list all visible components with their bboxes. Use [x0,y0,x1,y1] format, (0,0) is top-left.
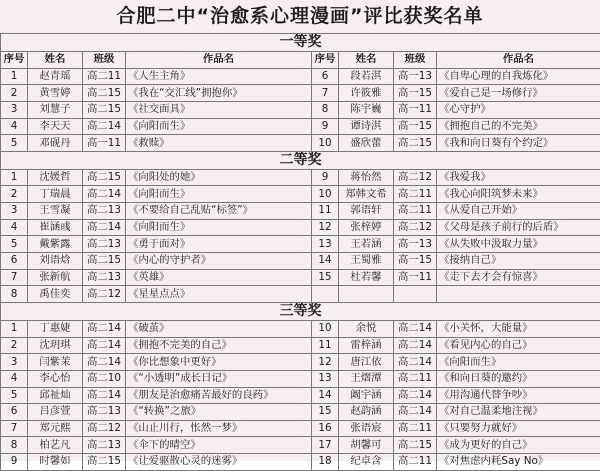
student-name: 沈玥琪 [28,337,83,354]
work-title: 《父母是孩子前行的后盾》 [437,219,600,236]
class-name: 高二15 [83,85,126,102]
column-header-row [1,52,600,69]
class-name: 高二10 [83,370,126,387]
table-row [1,203,600,220]
class-name: 高二14 [394,337,437,354]
class-name: 高一11 [83,135,126,152]
award-no: 13 [312,236,339,253]
student-name: 赵韵涵 [339,404,394,421]
work-title: 《爱自己是一场修行》 [437,85,600,102]
work-title: 《从失败中汲取力量》 [437,236,600,253]
award-no: 10 [312,135,339,152]
student-name: 崔涵彧 [28,219,83,236]
award-no: 2 [1,186,28,203]
class-name: 高二12 [394,169,437,186]
student-name: 雷梓涵 [339,337,394,354]
class-name: 高二11 [394,370,437,387]
student-name: 纪卓含 [339,454,394,471]
class-name: 高二14 [83,337,126,354]
class-name: 高一13 [394,236,437,253]
table-row [1,169,600,186]
student-name: 丁惠婕 [28,320,83,337]
work-title: 《不要给自己乱贴“标签”》 [126,203,312,220]
work-title: 《成为更好的自己》 [437,437,600,454]
class-name: 高一15 [394,118,437,135]
class-name: 高二13 [83,236,126,253]
student-name: 张语宸 [339,420,394,437]
class-name: 高二14 [394,387,437,404]
work-title: 《小关怀，大能量》 [437,320,600,337]
table-row [1,354,600,371]
student-name: 杜若馨 [339,269,394,286]
work-title: 《走下去才会有惊喜》 [437,269,600,286]
class-name: 高二14 [394,404,437,421]
award-no: 9 [312,169,339,186]
header-name: 姓名 [28,52,83,69]
work-title: 《向阳而生》 [126,219,312,236]
table-row [1,286,600,303]
award-no: 4 [1,118,28,135]
class-name: 高一13 [394,68,437,85]
work-title: 《我爱我》 [437,169,600,186]
class-name: 高二14 [83,118,126,135]
student-name: 段若淇 [339,68,394,85]
award-no: 13 [312,370,339,387]
work-title: 《破茧》 [126,320,312,337]
class-name: 高二14 [83,387,126,404]
class-name: 高二14 [83,186,126,203]
header-no: 序号 [1,52,28,69]
student-name: 邱祉灿 [28,387,83,404]
table-row [1,269,600,286]
student-name: 郑元熙 [28,420,83,437]
page-title: 合肥二中“治愈系心理漫画”评比获奖名单 [0,0,600,33]
work-title: 《朋友是治愈痛苦最好的良药》 [126,387,312,404]
work-title: 《星星点点》 [126,286,312,303]
student-name: 王蜀雅 [339,253,394,270]
work-title: 《山止川行，怅然一梦》 [126,420,312,437]
work-title: 《社交面具》 [126,101,312,118]
table-row [1,85,600,102]
award-no: 4 [1,219,28,236]
student-name: 唐江依 [339,354,394,371]
award-no: 12 [312,354,339,371]
table-row [1,387,600,404]
award-no: 14 [312,387,339,404]
work-title: 《对焦虑内耗Say No》 [437,454,600,471]
student-name: 刘慧子 [28,101,83,118]
class-name: 高二15 [394,437,437,454]
class-name: 高二15 [83,253,126,270]
student-name: 邓砚丹 [28,135,83,152]
award-no: 17 [312,437,339,454]
table-row [1,404,600,421]
student-name: 张新航 [28,269,83,286]
student-name: 丁瑞晨 [28,186,83,203]
section-title: 一等奖 [1,34,600,52]
award-table [0,33,600,471]
award-no [312,286,339,303]
award-no: 2 [1,85,28,102]
award-no: 2 [1,337,28,354]
award-no: 6 [312,68,339,85]
student-name: 黄雪婷 [28,85,83,102]
student-name: 吕彦萱 [28,404,83,421]
award-no: 12 [312,219,339,236]
class-name: 高二11 [83,68,126,85]
student-name: 李心怡 [28,370,83,387]
section-header-row [1,151,600,169]
student-name: 盛欣蕾 [339,135,394,152]
award-no: 8 [312,101,339,118]
student-name: 王若涵 [339,236,394,253]
table-row [1,337,600,354]
class-name: 高二11 [394,454,437,471]
class-name: 高二15 [83,101,126,118]
work-title: 《接纳自己》 [437,253,600,270]
class-name: 高二13 [83,437,126,454]
table-row [1,236,600,253]
award-no: 1 [1,68,28,85]
student-name: 时馨如 [28,454,83,471]
class-name: 高二15 [394,135,437,152]
class-name: 高一11 [394,269,437,286]
award-table-body [1,34,600,471]
work-title: 《向阳而生》 [126,186,312,203]
class-name: 高二14 [83,354,126,371]
class-name: 高二12 [83,286,126,303]
class-name: 高二13 [83,203,126,220]
section-title: 二等奖 [1,151,600,169]
award-no: 1 [1,320,28,337]
award-no: 4 [1,370,28,387]
award-no: 5 [1,135,28,152]
work-title: 《让爱驱散心灵的迷雾》 [126,454,312,471]
section-header-row [1,34,600,52]
award-no: 5 [1,236,28,253]
header-work: 作品名 [437,52,600,69]
student-name: 谭诗淇 [339,118,394,135]
header-class: 班级 [83,52,126,69]
student-name: 许筱雅 [339,85,394,102]
work-title [437,286,600,303]
class-name: 高一15 [394,253,437,270]
work-title: 《和向日葵的邀约》 [437,370,600,387]
award-no: 8 [1,286,28,303]
class-name: 高二13 [83,269,126,286]
award-no: 1 [1,169,28,186]
student-name [339,286,394,303]
student-name: 李天天 [28,118,83,135]
work-title: 《英雄》 [126,269,312,286]
work-title: 《我心向阳筑梦未来》 [437,186,600,203]
work-title: 《人生主角》 [126,68,312,85]
student-name: 柏艺凡 [28,437,83,454]
award-no: 6 [1,253,28,270]
work-title: 《看见内心的自己》 [437,337,600,354]
award-no: 9 [312,118,339,135]
work-title: 《我和向日葵有个约定》 [437,135,600,152]
work-title: 《向阳处的她》 [126,169,312,186]
work-title: 《伞下的晴空》 [126,437,312,454]
table-row [1,68,600,85]
class-name: 高二15 [83,169,126,186]
header-no: 序号 [312,52,339,69]
class-name: 高二11 [394,186,437,203]
award-no: 11 [312,337,339,354]
table-row [1,253,600,270]
student-name: 沈媛哲 [28,169,83,186]
student-name: 戴紫露 [28,236,83,253]
award-no: 7 [1,269,28,286]
table-row [1,118,600,135]
class-name: 高二14 [394,320,437,337]
award-no: 7 [1,420,28,437]
award-no: 6 [1,404,28,421]
work-title: 《只要努力就好》 [437,420,600,437]
table-row [1,454,600,471]
student-name: 赵青瑶 [28,68,83,85]
award-no: 10 [312,320,339,337]
work-title: 《用沟通代替争吵》 [437,387,600,404]
class-name: 高二15 [83,454,126,471]
class-name: 高二13 [83,404,126,421]
award-no: 15 [312,404,339,421]
award-no: 10 [312,186,339,203]
work-title: 《内心的守护者》 [126,253,312,270]
student-name: 余悦 [339,320,394,337]
student-name: 胡馨可 [339,437,394,454]
student-name: 蒋怡然 [339,169,394,186]
class-name [394,286,437,303]
work-title: 《我在“交汇线”拥抱你》 [126,85,312,102]
award-no: 9 [1,454,28,471]
student-name: 禹佳奕 [28,286,83,303]
table-row [1,437,600,454]
work-title: 《拥抱自己的不完美》 [437,118,600,135]
work-title: 《拥抱不完美的自己》 [126,337,312,354]
work-title: 《勇于面对》 [126,236,312,253]
class-name: 高一15 [394,85,437,102]
table-row [1,219,600,236]
award-no: 16 [312,420,339,437]
award-no: 3 [1,203,28,220]
work-title: 《“小透明”成长日记》 [126,370,312,387]
class-name: 高二14 [394,354,437,371]
student-name: 郭语轩 [339,203,394,220]
student-name: 刘语焓 [28,253,83,270]
class-name: 高二12 [83,420,126,437]
work-title: 《从爱自己开始》 [437,203,600,220]
work-title: 《心守护》 [437,101,600,118]
table-row [1,370,600,387]
class-name: 高二14 [83,219,126,236]
section-header-row [1,302,600,320]
student-name: 闫紫茉 [28,354,83,371]
table-row [1,135,600,152]
award-no: 3 [1,354,28,371]
class-name: 高一11 [394,101,437,118]
student-name: 张梓婷 [339,219,394,236]
student-name: 王熠潭 [339,370,394,387]
class-name: 高二11 [394,420,437,437]
class-name: 高二12 [394,219,437,236]
award-no: 14 [312,253,339,270]
award-no: 3 [1,101,28,118]
table-row [1,186,600,203]
section-title: 三等奖 [1,302,600,320]
award-no: 15 [312,269,339,286]
work-title: 《“转换”之旅》 [126,404,312,421]
work-title: 《自卑心理的自我炼化》 [437,68,600,85]
class-name: 高二11 [394,203,437,220]
award-no: 18 [312,454,339,471]
work-title: 《对自己温柔地注视》 [437,404,600,421]
student-name: 王雪凝 [28,203,83,220]
award-no: 11 [312,203,339,220]
header-class: 班级 [394,52,437,69]
award-no: 5 [1,387,28,404]
work-title: 《向阳而生》 [126,118,312,135]
award-no: 8 [1,437,28,454]
table-row [1,320,600,337]
student-name: 阚宇涵 [339,387,394,404]
work-title: 《救赎》 [126,135,312,152]
header-work: 作品名 [126,52,312,69]
student-name: 郑韩文希 [339,186,394,203]
table-row [1,420,600,437]
class-name: 高二14 [83,320,126,337]
header-name: 姓名 [339,52,394,69]
student-name: 陈宇巍 [339,101,394,118]
work-title: 《向阳而生》 [437,354,600,371]
award-no: 7 [312,85,339,102]
table-row [1,101,600,118]
work-title: 《你比想象中更好》 [126,354,312,371]
